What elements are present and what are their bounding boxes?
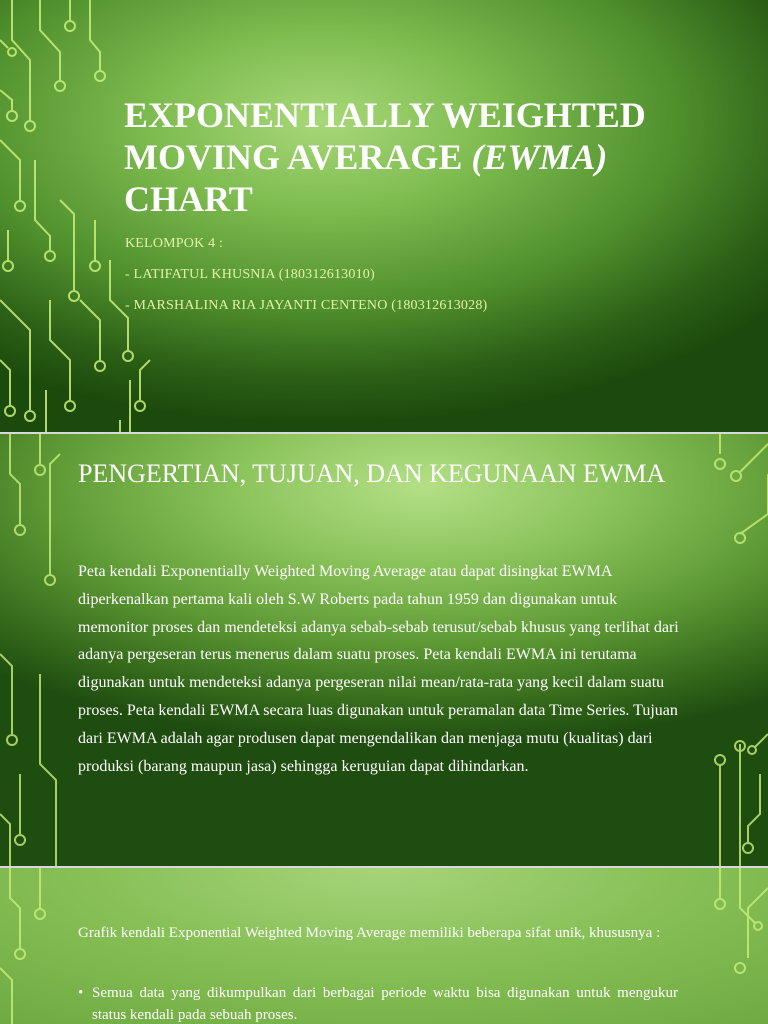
definition-paragraph: Peta kendali Exponentially Weighted Moving Average atau dapat disingkat EWMA diperkenalkan pertama kali oleh S.W Roberts pada tahun 1959 dan digunakan untuk memonitor proses dan mendeteksi adanya sebab-sebab terusut/sebab khusus yang terlihat dari adanya pergeseran terus menerus dalam suatu proses. Peta kendali EWMA ini terutama digunakan untuk mendeteksi adanya pergeseran nilai mean/rata-rata yang kecil dalam suatu proses. Peta kendali EWMA secara luas digunakan untuk peramalan data Time Series. Tujuan dari EWMA adalah agar produsen dapat mengendalikan dan menjaga mutu (kualitas) dari produksi (barang maupun jasa) sehingga keruguian dapat dihindarkan. bbox=[78, 563, 679, 775]
title-suffix: CHART bbox=[124, 179, 253, 219]
properties-intro: Grafik kendali Exponential Weighted Moving Average memiliki beberapa sifat unik, khususnya : bbox=[78, 925, 661, 941]
bullet-item bbox=[78, 982, 678, 1024]
slide-title: PENGERTIAN, TUJUAN, DAN KEGUNAAN EWMA bbox=[78, 459, 666, 488]
bullet-marker: • bbox=[78, 985, 84, 1001]
properties-slide bbox=[0, 868, 768, 1024]
group-label: KELOMPOK 4 : bbox=[125, 236, 224, 251]
title-text: EXPONENTIALLY WEIGHTED MOVING AVERAGE bbox=[124, 95, 646, 177]
bullet-text: Semua data yang dikumpulkan dari berbagai periode waktu bisa digunakan untuk mengukur status kendali pada sebuah proses. bbox=[92, 985, 678, 1023]
member-2: - MARSHALINA RIA JAYANTI CENTENO (180312613028) bbox=[125, 298, 488, 313]
definition-slide bbox=[0, 434, 768, 866]
member-1: - LATIFATUL KHUSNIA (180312613010) bbox=[125, 267, 375, 282]
slide-title bbox=[124, 94, 724, 220]
title-slide bbox=[0, 0, 768, 432]
title-abbr: (EWMA) bbox=[471, 137, 608, 177]
